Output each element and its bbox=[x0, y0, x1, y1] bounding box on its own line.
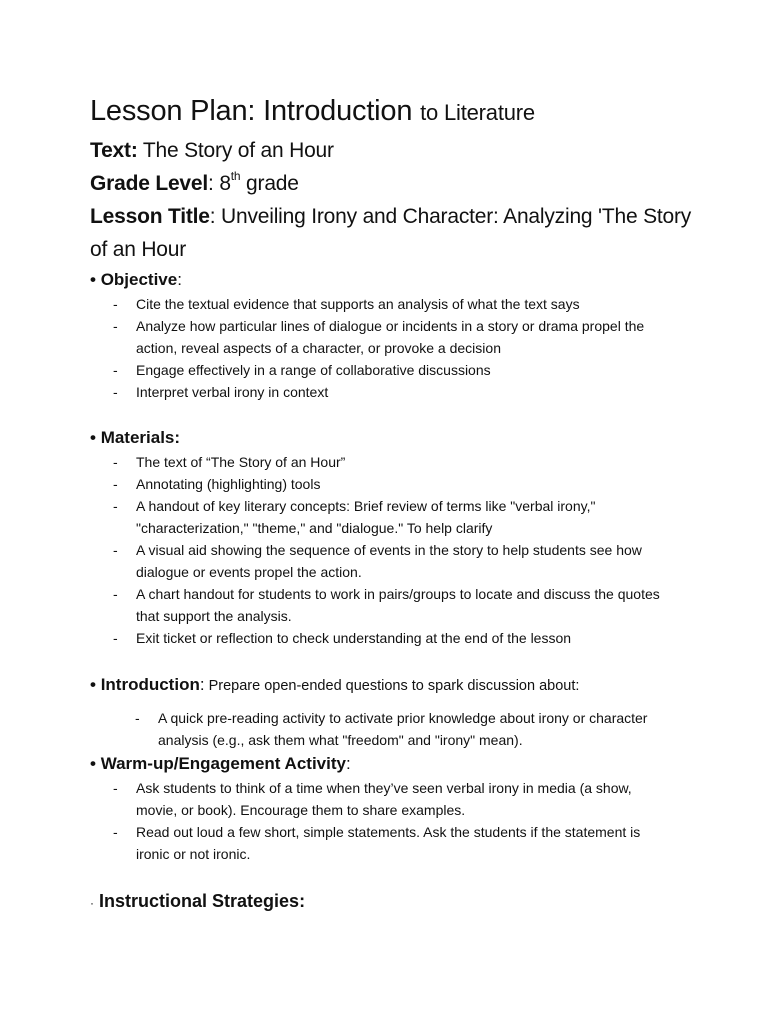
grade-level-value: grade bbox=[246, 172, 299, 195]
grade-level-number: 8 bbox=[219, 172, 231, 195]
warmup-bullet: • bbox=[90, 754, 96, 773]
objective-list bbox=[113, 293, 673, 403]
materials-list bbox=[113, 451, 673, 649]
list-item: - Cite the textual evidence that supports an analysis of what the text says bbox=[113, 293, 673, 315]
list-item: - Ask students to think of a time when they’ve seen verbal irony in media (a show, movie, or book). Encourage them to share examples. bbox=[113, 777, 673, 821]
warmup-label: Warm-up/Engagement Activity bbox=[100, 754, 346, 773]
materials-label: Materials: bbox=[100, 428, 181, 447]
list-item: - Interpret verbal irony in context bbox=[113, 381, 673, 403]
introduction-heading bbox=[90, 674, 579, 697]
list-item: - A quick pre-reading activity to activate prior knowledge about irony or character analysis (e.g., ask them what "freedom" and "irony" mean). bbox=[135, 707, 680, 751]
grade-level-field bbox=[90, 167, 299, 200]
objective-label: Objective bbox=[100, 270, 178, 289]
list-item: - A chart handout for students to work in pairs/groups to locate and discuss the quotes that support the analysis. bbox=[113, 583, 673, 627]
list-item: - Analyze how particular lines of dialogue or incidents in a story or drama propel the action, reveal aspects of a character, or provoke a decision bbox=[113, 315, 673, 359]
lesson-title-label: Lesson Title bbox=[90, 205, 210, 228]
grade-level-sep: : bbox=[208, 172, 220, 195]
title-main: Lesson Plan: Introduction bbox=[90, 95, 413, 127]
text-field bbox=[90, 134, 334, 167]
text-value: The Story of an Hour bbox=[142, 139, 334, 162]
grade-level-suffix: th bbox=[230, 169, 241, 183]
warmup-heading bbox=[90, 753, 351, 775]
list-item: - Exit ticket or reflection to check understanding at the end of the lesson bbox=[113, 627, 673, 649]
instructional-strategies-heading bbox=[90, 889, 305, 915]
introduction-colon: : bbox=[199, 675, 205, 694]
materials-bullet: • bbox=[90, 428, 96, 447]
lesson-title-sep: : bbox=[209, 205, 222, 228]
list-item: - Annotating (highlighting) tools bbox=[113, 473, 673, 495]
introduction-label: Introduction bbox=[100, 675, 200, 694]
list-item: - A handout of key literary concepts: Brief review of terms like "verbal irony," "characterization," "theme," and "dialogue." To help clarify bbox=[113, 495, 673, 539]
objective-heading bbox=[90, 269, 182, 291]
grade-level-label: Grade Level bbox=[90, 172, 209, 195]
introduction-bullet: • bbox=[90, 675, 96, 694]
list-item: - Read out loud a few short, simple statements. Ask the students if the statement is ironic or not ironic. bbox=[113, 821, 673, 865]
objective-bullet: • bbox=[90, 270, 96, 289]
list-item: - The text of “The Story of an Hour” bbox=[113, 451, 673, 473]
introduction-note: Prepare open-ended questions to spark discussion about: bbox=[204, 678, 580, 694]
document-title bbox=[90, 92, 535, 132]
list-item: - A visual aid showing the sequence of events in the story to help students see how dialogue or events propel the action. bbox=[113, 539, 673, 583]
list-item: - Engage effectively in a range of collaborative discussions bbox=[113, 359, 673, 381]
materials-heading bbox=[90, 427, 180, 449]
instructional-bullet: · bbox=[90, 896, 94, 910]
instructional-label: Instructional Strategies: bbox=[99, 891, 306, 911]
lesson-title-value: Unveiling Irony and Character: Analyzing 'The Story of an Hour bbox=[90, 205, 692, 261]
text-label: Text: bbox=[90, 139, 138, 162]
objective-colon: : bbox=[177, 270, 182, 289]
title-tail: to Literature bbox=[420, 100, 535, 125]
lesson-title-field bbox=[90, 200, 710, 266]
warmup-list bbox=[113, 777, 673, 865]
warmup-colon: : bbox=[345, 754, 351, 773]
introduction-list bbox=[135, 707, 680, 751]
